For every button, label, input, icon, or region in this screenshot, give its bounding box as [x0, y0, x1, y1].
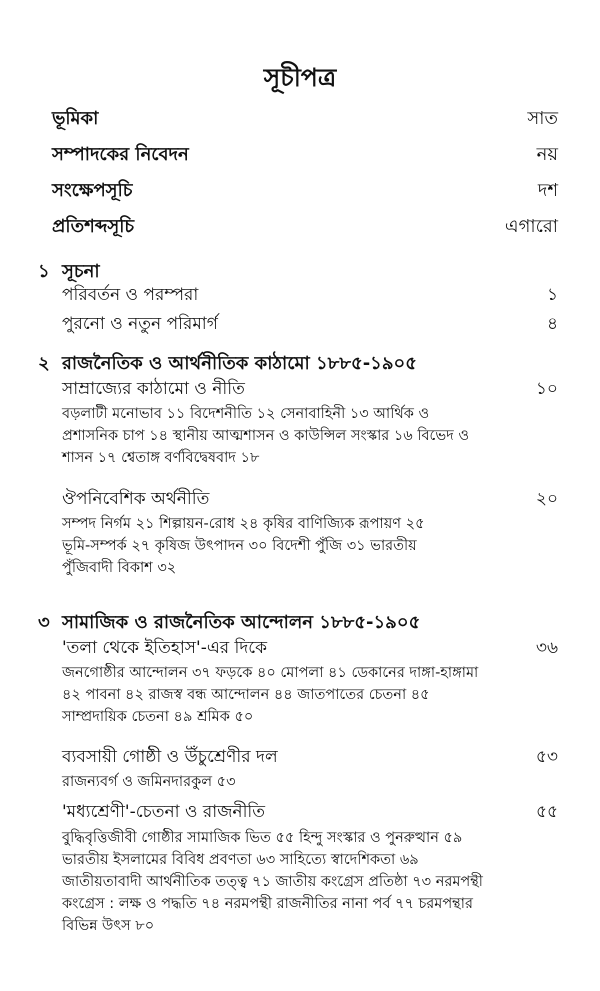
detail-line: পুঁজিবাদী বিকাশ ৩২: [62, 560, 177, 576]
section-details: [62, 403, 562, 469]
detail-line: ভারতীয় ইসলামের বিবিধ প্রবণতা ৬৩ সাহিত্যে স্বাদেশিকতা ৬৯: [62, 852, 419, 868]
section-page: ৩৬: [535, 638, 558, 658]
detail-line: শাসন ১৭ শ্বেতাঙ্গ বর্ণবিদ্বেষবাদ ১৮: [62, 450, 260, 466]
section-entry: [62, 376, 558, 404]
section-title: ব্যবসায়ী গোষ্ঠী ও উঁচুশ্রেণীর দল: [62, 747, 278, 767]
detail-line: বড়লাটী মনোভাব ১১ বিদেশনীতি ১২ সেনাবাহিনী ১৩ আর্থিক ও: [62, 406, 430, 422]
chapter-title: রাজনৈতিক ও আর্থনীতিক কাঠামো ১৮৮৫-১৯০৫: [62, 353, 417, 374]
section-details: [62, 771, 562, 793]
section-page: ২০: [535, 489, 558, 509]
front-matter-entry: [52, 176, 558, 206]
detail-line: ভূমি-সম্পর্ক ২৭ কৃষিজ উৎপাদন ৩০ বিদেশী পুঁজি ৩১ ভারতীয়: [62, 538, 417, 554]
section-page: ৪: [546, 314, 558, 334]
chapter-number: ১: [38, 261, 50, 282]
entry-page: নয়: [536, 144, 558, 165]
page-title: সূচীপত্র: [263, 63, 337, 92]
section-title: 'মধ্যশ্রেণী'-চেতনা ও রাজনীতি: [62, 802, 266, 822]
section-page: ৫৫: [535, 802, 558, 822]
front-matter-entry: [52, 212, 558, 242]
entry-page: দশ: [537, 180, 558, 201]
detail-line: প্রশাসনিক চাপ ১৪ স্থানীয় আত্মশাসন ও কাউন্সিল সংস্কার ১৬ বিভেদ ও: [62, 428, 470, 444]
section-page: ১০: [535, 379, 558, 399]
entry-page: সাত: [527, 108, 558, 129]
entry-label: প্রতিশব্দসূচি: [52, 216, 135, 237]
entry-label: সম্পাদকের নিবেদন: [52, 144, 189, 165]
section-entry: [62, 486, 558, 514]
entry-label: সংক্ষেপসূচি: [52, 180, 133, 201]
detail-line: সম্পদ নির্গম ২১ শিল্পায়ন-রোধ ২৪ কৃষির বাণিজ্যিক রূপায়ণ ২৫: [62, 516, 425, 532]
chapter-title: সূচনা: [62, 261, 100, 282]
section-title: পুরনো ও নতুন পরিমার্গ: [62, 314, 218, 334]
detail-line: জনগোষ্ঠীর আন্দোলন ৩৭ ফড়কে ৪০ মোপলা ৪১ ডেকানের দাঙ্গা-হাঙ্গামা: [62, 665, 479, 681]
section-page: ১: [546, 285, 558, 305]
section-entry: [62, 311, 558, 339]
section-entry: [62, 282, 558, 310]
detail-line: ৪২ পাবনা ৪২ রাজস্ব বন্ধ আন্দোলন ৪৪ জাতপাতের চেতনা ৪৫: [62, 687, 430, 703]
entry-page: এগারো: [504, 216, 558, 237]
section-title: পরিবর্তন ও পরম্পরা: [62, 285, 199, 305]
detail-line: কংগ্রেস : লক্ষ ও পদ্ধতি ৭৪ নরমপন্থী রাজনীতির নানা পর্ব ৭৭ চরমপন্থার: [62, 896, 473, 912]
section-entry: [62, 635, 558, 663]
chapter-number: ২: [38, 353, 50, 374]
detail-line: বিভিন্ন উৎস ৮০: [62, 918, 155, 934]
section-title: সাম্রাজ্যের কাঠামো ও নীতি: [62, 379, 245, 399]
chapter-title: সামাজিক ও রাজনৈতিক আন্দোলন ১৮৮৫-১৯০৫: [62, 612, 421, 633]
section-details: [62, 513, 562, 579]
detail-line: জাতীয়তাবাদী আর্থনীতিক তত্ত্ব ৭১ জাতীয় কংগ্রেস প্রতিষ্ঠা ৭৩ নরমপন্থী: [62, 874, 483, 890]
section-title: ঔপনিবেশিক অর্থনীতি: [62, 489, 210, 509]
detail-line: সাম্প্রদায়িক চেতনা ৪৯ শ্রমিক ৫০: [62, 709, 254, 725]
front-matter-entry: [52, 104, 558, 134]
front-matter-entry: [52, 140, 558, 170]
section-page: ৫৩: [535, 747, 558, 767]
entry-label: ভূমিকা: [52, 108, 99, 129]
section-title: 'তলা থেকে ইতিহাস'-এর দিকে: [62, 638, 268, 658]
section-entry: [62, 744, 558, 772]
chapter-number: ৩: [38, 612, 50, 633]
detail-line: রাজন্যবর্গ ও জমিনদারকুল ৫৩: [62, 774, 236, 790]
section-details: [62, 827, 562, 937]
detail-line: বুদ্ধিবৃত্তিজীবী গোষ্ঠীর সামাজিক ভিত ৫৫ হিন্দু সংস্কার ও পুনরুত্থান ৫৯: [62, 830, 463, 846]
section-details: [62, 662, 562, 728]
section-entry: [62, 799, 558, 827]
